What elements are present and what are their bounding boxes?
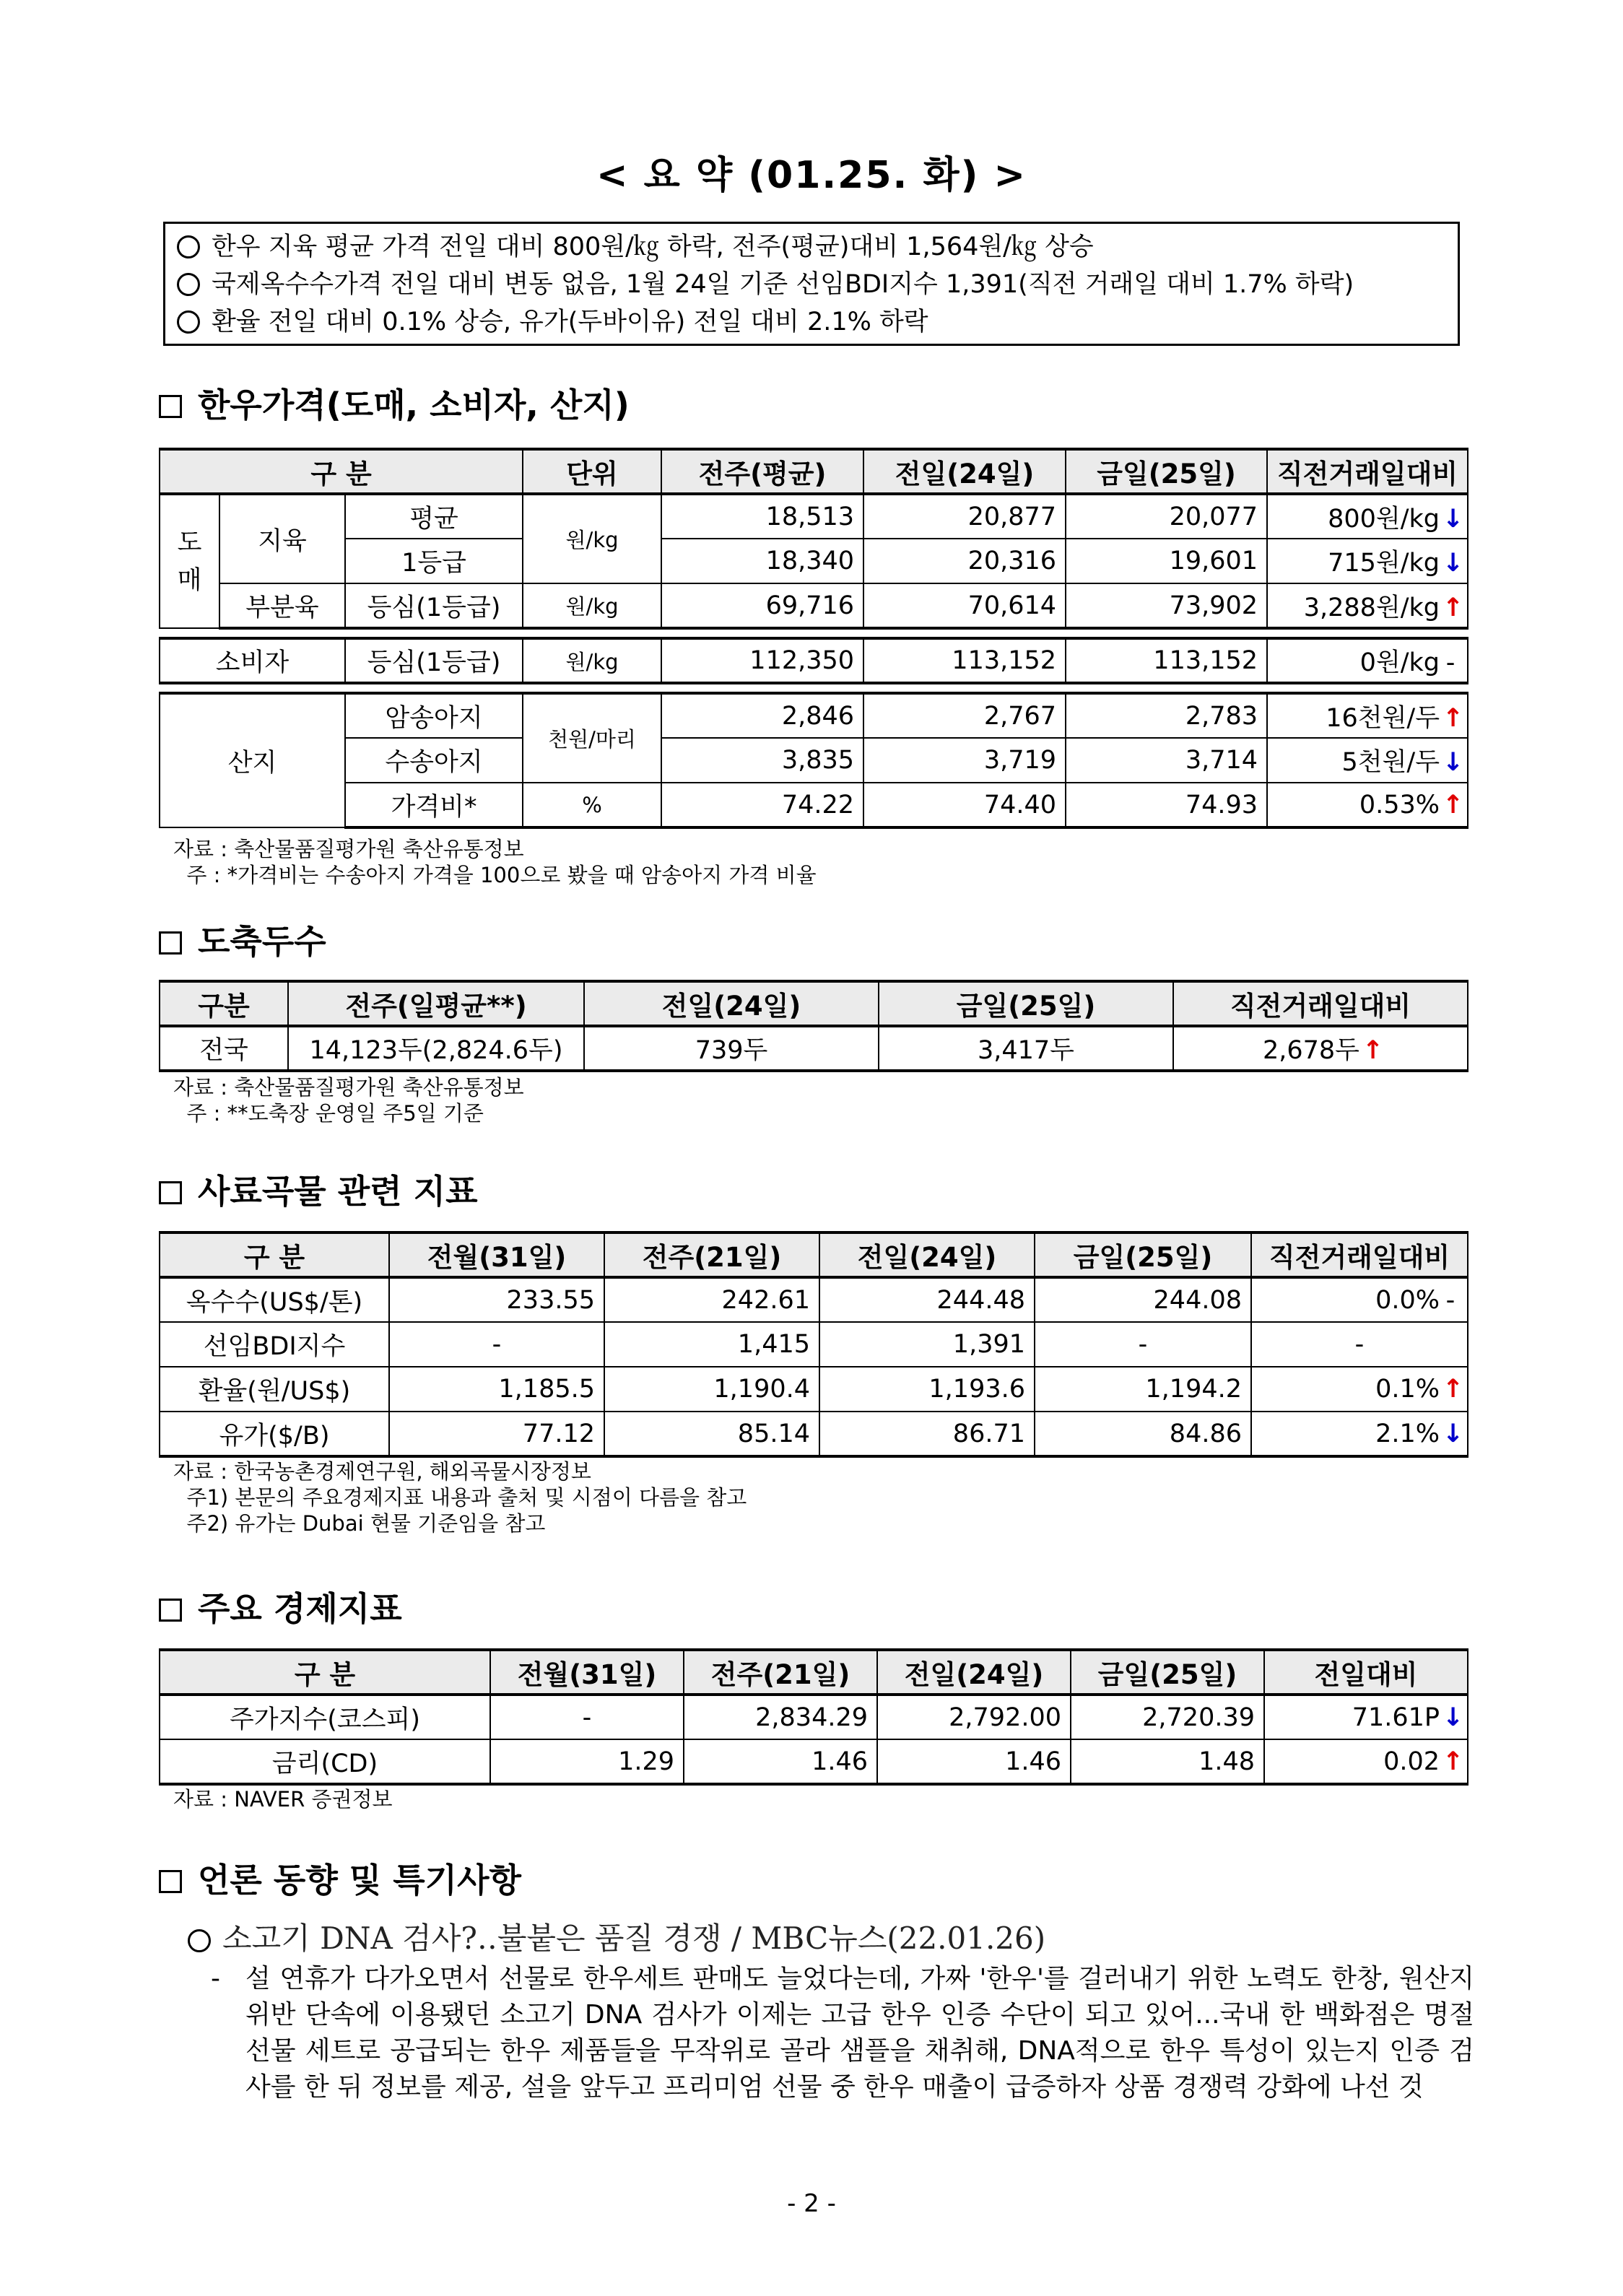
table-row: 부분육 등심(1등급) 원/kg 69,716 70,614 73,902 3,288원/kg ↑ bbox=[160, 583, 1468, 628]
square-bullet-icon bbox=[159, 1870, 182, 1893]
summary-box bbox=[163, 222, 1460, 346]
section-heading: 주요 경제지표 bbox=[159, 1583, 402, 1630]
table-row: 선임BDI지수 - 1,415 1,391 - - bbox=[160, 1322, 1468, 1367]
table-row: 수송아지 3,835 3,719 3,714 5천원/두 ↓ bbox=[160, 738, 1468, 783]
diff-cell: 5천원/두 ↓ bbox=[1267, 738, 1468, 783]
table-row: 도매 지육 평균 원/kg 18,513 20,877 20,077 800원/kg ↓ bbox=[160, 494, 1468, 539]
up-arrow-icon: ↑ bbox=[1443, 703, 1464, 733]
up-arrow-icon: ↑ bbox=[1443, 1747, 1464, 1776]
dash-bullet: - bbox=[211, 1964, 220, 1993]
diff-cell: 0.53% ↑ bbox=[1267, 783, 1468, 827]
down-arrow-icon: ↓ bbox=[1443, 549, 1464, 578]
diff-cell: 0원/kg - bbox=[1267, 638, 1468, 683]
table-spacer bbox=[160, 628, 1468, 638]
dash-icon: - bbox=[1445, 1285, 1456, 1315]
square-bullet-icon bbox=[159, 1181, 182, 1204]
up-arrow-icon: ↑ bbox=[1443, 1375, 1464, 1404]
diff-cell: 2,678두 ↑ bbox=[1173, 1026, 1468, 1071]
table-row: 소비자 등심(1등급) 원/kg 112,350 113,152 113,152 0원/kg - bbox=[160, 638, 1468, 683]
diff-cell: 0.02 ↑ bbox=[1264, 1739, 1468, 1784]
slaughter-table bbox=[159, 980, 1468, 1072]
summary-item: 국제옥수수가격 전일 대비 변동 없음, 1월 24일 기준 선임BDI지수 1,391(직전 거래일 대비 1.7% 하락) bbox=[177, 266, 1446, 303]
page-title: < 요 약 (01.25. 화) > bbox=[596, 154, 1027, 197]
down-arrow-icon: ↓ bbox=[1443, 1703, 1464, 1732]
diff-cell: 71.61P ↓ bbox=[1264, 1695, 1468, 1739]
down-arrow-icon: ↓ bbox=[1443, 748, 1464, 777]
summary-item: 한우 지육 평균 가격 전일 대비 800원/㎏ 하락, 전주(평균)대비 1,564원/㎏ 상승 bbox=[177, 228, 1446, 266]
down-arrow-icon: ↓ bbox=[1443, 504, 1464, 534]
table-header-row: 구 분 단위 전주(평균) 전일(24일) 금일(25일) 직전거래일대비 bbox=[160, 449, 1468, 494]
diff-cell: 2.1% ↓ bbox=[1251, 1412, 1468, 1456]
section-heading: 언론 동향 및 특기사항 bbox=[159, 1854, 521, 1902]
table-row: 산지 암송아지 천원/마리 2,846 2,767 2,783 16천원/두 ↑ bbox=[160, 693, 1468, 738]
table-spacer bbox=[160, 683, 1468, 693]
diff-cell: 800원/kg ↓ bbox=[1267, 494, 1468, 539]
up-arrow-icon: ↑ bbox=[1362, 1036, 1384, 1065]
economic-indicator-table bbox=[159, 1648, 1468, 1786]
table-note: 자료 : 한국농촌경제연구원, 해외곡물시장정보 주1) 본문의 주요경제지표 내용과 출처 및 시점이 다름을 참고 주2) 유가는 Dubai 현물 기준임을 참고 bbox=[173, 1459, 747, 1536]
table-header-row: 구 분 전월(31일) 전주(21일) 전일(24일) 금일(25일) 전일대비 bbox=[160, 1650, 1468, 1695]
table-row: 1등급 18,340 20,316 19,601 715원/kg ↓ bbox=[160, 539, 1468, 583]
wholesale-label: 도매 bbox=[160, 494, 219, 628]
feed-grain-table bbox=[159, 1231, 1468, 1458]
square-bullet-icon bbox=[159, 931, 182, 955]
table-note: 자료 : 축산물품질평가원 축산유통정보 주 : **도축장 운영일 주5일 기준 bbox=[173, 1075, 524, 1126]
table-header-row: 구 분 전월(31일) 전주(21일) 전일(24일) 금일(25일) 직전거래일대비 bbox=[160, 1232, 1468, 1277]
diff-cell: 0.0% - bbox=[1251, 1277, 1468, 1322]
circle-bullet-icon bbox=[177, 273, 200, 296]
table-header-row: 구분 전주(일평균**) 전일(24일) 금일(25일) 직전거래일대비 bbox=[160, 981, 1468, 1026]
dash-icon: - bbox=[1445, 648, 1456, 677]
news-headline: 소고기 DNA 검사?‥불붙은 품질 경쟁 / MBC뉴스(22.01.26) bbox=[188, 1915, 1045, 1958]
table-row: 주가지수(코스피) - 2,834.29 2,792.00 2,720.39 71.61P ↓ bbox=[160, 1695, 1468, 1739]
diff-cell: 16천원/두 ↑ bbox=[1267, 693, 1468, 738]
circle-bullet-icon bbox=[177, 310, 200, 334]
table-row: 유가($/B) 77.12 85.14 86.71 84.86 2.1% ↓ bbox=[160, 1412, 1468, 1456]
table-note: 자료 : NAVER 증권정보 bbox=[173, 1787, 393, 1812]
news-body: - 설 연휴가 다가오면서 선물로 한우세트 판매도 늘었다는데, 가짜 '한우'를 걸러내기 위한 노력도 한창, 원산지 위반 단속에 이용됐던 소고기 DNA 검사가 이제는 고급 한우 인증 수단이 되고 있어...국내 한 백화점은 명절 선물 세트로 공급되는 한우 제품들을 무작위로 골라 샘플을 채취해, DNA적으로 한우 특성이 있는지 인증 검사를 한 뒤 정보를 제공, 설을 앞두고 프리미엄 선물 중 한우 매출이 급증하자 상품 경쟁력 강화에 나선 것 bbox=[211, 1961, 1474, 2105]
section-heading: 한우가격(도매, 소비자, 산지) bbox=[159, 379, 630, 427]
up-arrow-icon: ↑ bbox=[1443, 593, 1464, 622]
table-row: 금리(CD) 1.29 1.46 1.46 1.48 0.02 ↑ bbox=[160, 1739, 1468, 1784]
section-heading: 사료곡물 관련 지표 bbox=[159, 1165, 478, 1213]
table-row: 옥수수(US$/톤) 233.55 242.61 244.48 244.08 0.0% - bbox=[160, 1277, 1468, 1322]
summary-item: 환율 전일 대비 0.1% 상승, 유가(두바이유) 전일 대비 2.1% 하락 bbox=[177, 303, 1446, 341]
table-row: 가격비* % 74.22 74.40 74.93 0.53% ↑ bbox=[160, 783, 1468, 827]
hanwoo-price-table bbox=[159, 448, 1468, 829]
square-bullet-icon bbox=[159, 395, 182, 418]
diff-cell: 0.1% ↑ bbox=[1251, 1367, 1468, 1412]
diff-cell: 715원/kg ↓ bbox=[1267, 539, 1468, 583]
up-arrow-icon: ↑ bbox=[1443, 790, 1464, 819]
table-row: 환율(원/US$) 1,185.5 1,190.4 1,193.6 1,194.2 0.1% ↑ bbox=[160, 1367, 1468, 1412]
page-number: - 2 - bbox=[787, 2189, 836, 2218]
table-row: 전국 14,123두(2,824.6두) 739두 3,417두 2,678두 ↑ bbox=[160, 1026, 1468, 1071]
diff-cell: 3,288원/kg ↑ bbox=[1267, 583, 1468, 628]
section-heading: 도축두수 bbox=[159, 916, 326, 963]
circle-bullet-icon bbox=[177, 235, 200, 258]
square-bullet-icon bbox=[159, 1599, 182, 1622]
down-arrow-icon: ↓ bbox=[1443, 1419, 1464, 1448]
circle-bullet-icon bbox=[188, 1929, 211, 1952]
table-note: 자료 : 축산물품질평가원 축산유통정보 주 : *가격비는 수송아지 가격을 100으로 봤을 때 암송아지 가격 비율 bbox=[173, 837, 817, 887]
